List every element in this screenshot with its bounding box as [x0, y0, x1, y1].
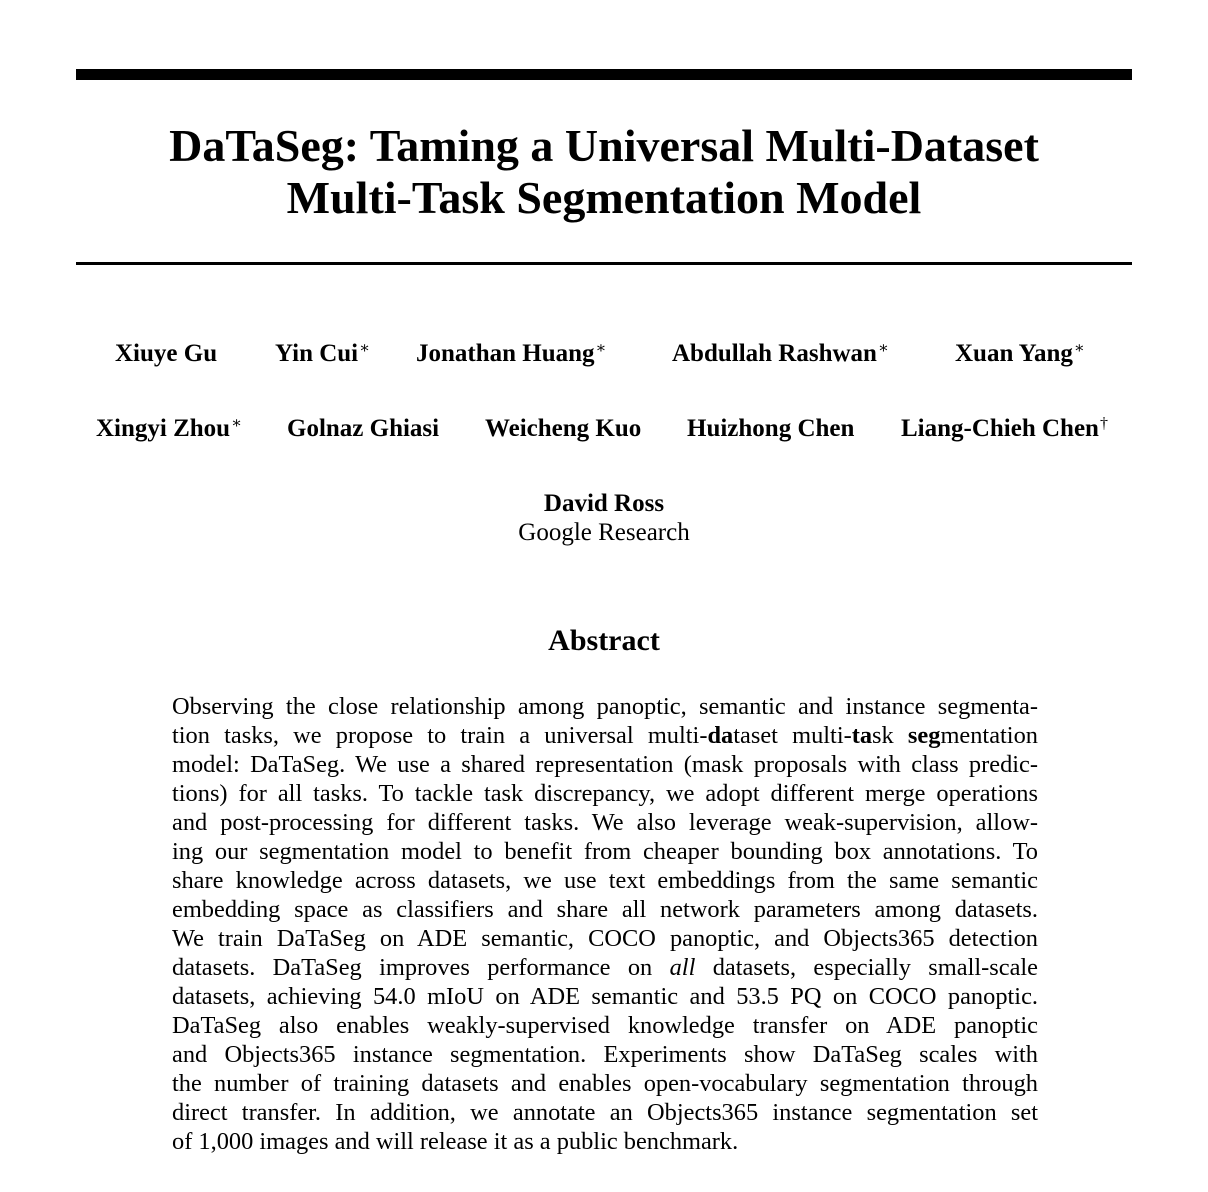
abstract-line: the number of training datasets and enables open-vocabulary segmentation through [172, 1070, 1038, 1097]
abstract-line: direct transfer. In addition, we annotate an Objects365 instance segmentation set [172, 1099, 1038, 1126]
author: Golnaz Ghiasi [287, 415, 440, 442]
author: Xingyi Zhou∗ [96, 415, 242, 442]
abstract-line: embedding space as classifiers and share all network parameters among datasets. [172, 896, 1038, 923]
author: Huizhong Chen [687, 415, 855, 442]
paper-title [76, 120, 1132, 224]
abstract-line: tions) for all tasks. To tackle task discrepancy, we adopt different merge operations [172, 780, 1038, 807]
author-row-1 [76, 338, 1132, 370]
abstract-line: share knowledge across datasets, we use text embeddings from the same semantic [172, 867, 1038, 894]
abstract-line: datasets, achieving 54.0 mIoU on ADE semantic and 53.5 PQ on COCO panoptic. [172, 983, 1038, 1010]
title-line-1: DaTaSeg: Taming a Universal Multi-Dataset [169, 120, 1039, 171]
abstract-heading: Abstract [548, 624, 660, 657]
abstract-line: model: DaTaSeg. We use a shared representation (mask proposals with class predic- [172, 751, 1038, 778]
abstract-line: datasets. DaTaSeg improves performance on all datasets, especially small-scale [172, 954, 1039, 981]
affiliation: Google Research [518, 519, 690, 546]
abstract-line: and Objects365 instance segmentation. Experiments show DaTaSeg scales with [172, 1041, 1038, 1068]
author: Xuan Yang∗ [955, 340, 1085, 367]
author-last: David Ross [543, 490, 665, 517]
abstract-line: We train DaTaSeg on ADE semantic, COCO panoptic, and Objects365 detection [172, 925, 1038, 952]
abstract-line: DaTaSeg also enables weakly-supervised knowledge transfer on ADE panoptic [172, 1012, 1038, 1039]
abstract-line: of 1,000 images and will release it as a public benchmark. [172, 1128, 739, 1155]
author: Yin Cui∗ [275, 340, 371, 367]
abstract-line: and post-processing for different tasks. We also leverage weak-supervision, allow- [172, 809, 1038, 836]
author: Abdullah Rashwan∗ [672, 340, 889, 367]
abstract-line: Observing the close relationship among panoptic, semantic and instance segmenta- [172, 693, 1038, 720]
author: Weicheng Kuo [485, 415, 642, 442]
abstract-line: ing our segmentation model to benefit from cheaper bounding box annotations. To [172, 838, 1038, 865]
author-row-2 [76, 413, 1132, 445]
abstract-line: tion tasks, we propose to train a universal multi-dataset multi-task segmentation [172, 722, 1038, 749]
top-rule [76, 69, 1132, 80]
author: Jonathan Huang∗ [416, 340, 607, 367]
title-bottom-rule [76, 262, 1132, 265]
author: Xiuye Gu [115, 340, 218, 367]
author: Liang-Chieh Chen† [901, 415, 1108, 442]
abstract-body [172, 692, 1038, 1156]
title-line-2: Multi-Task Segmentation Model [286, 172, 922, 223]
